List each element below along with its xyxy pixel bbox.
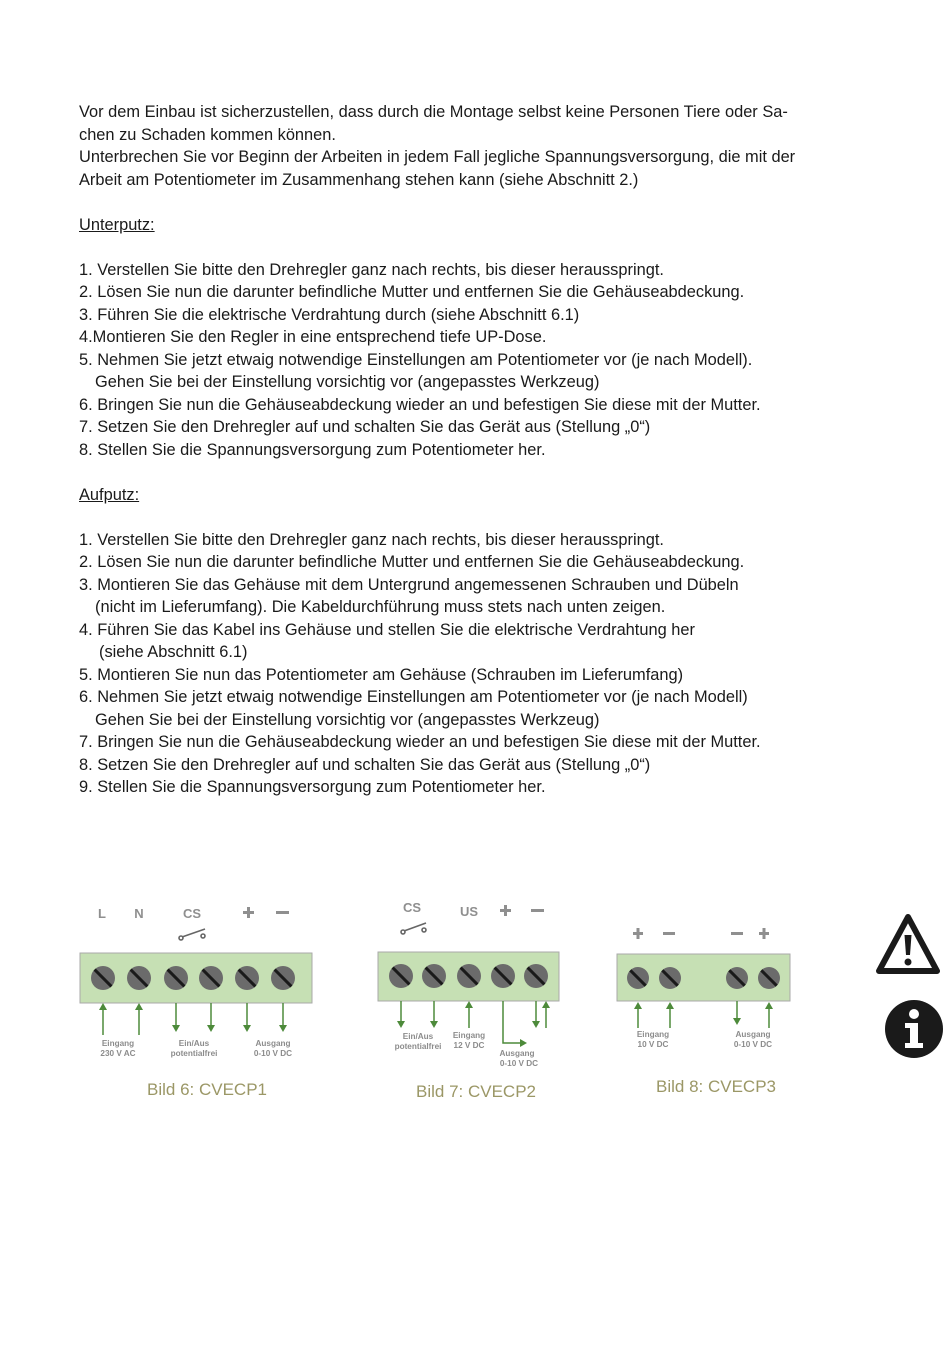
figure-caption: Bild 7: CVECP2 xyxy=(416,1082,536,1101)
intro-line: chen zu Schaden kommen können. xyxy=(79,125,336,144)
svg-text:10 V DC: 10 V DC xyxy=(637,1040,669,1049)
unterputz-step-continued: Gehen Sie bei der Einstellung vorsichtig vor (angepasstes Werkzeug) xyxy=(95,373,600,391)
terminal-label: N xyxy=(134,906,144,921)
figure-caption: Bild 6: CVECP1 xyxy=(147,1080,267,1099)
unterputz-heading: Unterputz: xyxy=(79,215,155,234)
aufputz-step: 7. Bringen Sie nun die Gehäuseabdeckung wieder an und befestigen Sie diese mit der Mutter. xyxy=(79,733,761,751)
wiring-diagram-cvecp3 xyxy=(615,920,795,1055)
svg-text:potentialfrei: potentialfrei xyxy=(170,1049,218,1058)
intro-line: Vor dem Einbau ist sicherzustellen, dass durch die Montage selbst keine Personen Tiere oder Sa- xyxy=(79,103,788,121)
intro-line: Arbeit am Potentiometer im Zusammenhang stehen kann (siehe Abschnitt 2.) xyxy=(79,170,639,189)
info-icon xyxy=(883,998,945,1065)
svg-text:Eingang: Eingang xyxy=(101,1039,135,1048)
aufputz-step: 9. Stellen Sie die Spannungsversorgung zum Potentiometer her. xyxy=(79,778,546,796)
wiring-diagram-cvecp2 xyxy=(376,898,566,1073)
svg-text:Ausgang: Ausgang xyxy=(735,1030,771,1039)
aufputz-step: 4. Führen Sie das Kabel ins Gehäuse und stellen Sie die elektrische Verdrahtung her xyxy=(79,620,695,639)
aufputz-step: 5. Montieren Sie nun das Potentiometer am Gehäuse (Schrauben im Lieferumfang) xyxy=(79,665,684,684)
wiring-diagram-cvecp1 xyxy=(78,900,318,1065)
svg-text:0-10 V DC: 0-10 V DC xyxy=(253,1049,293,1058)
plus-symbol xyxy=(759,928,769,939)
svg-text:potentialfrei: potentialfrei xyxy=(394,1042,442,1051)
aufputz-step-continued: Gehen Sie bei der Einstellung vorsichtig vor (angepasstes Werkzeug) xyxy=(95,710,600,729)
svg-text:0-10 V DC: 0-10 V DC xyxy=(733,1040,773,1049)
unterputz-step: 4.Montieren Sie den Regler in eine entsprechend tiefe UP-Dose. xyxy=(79,328,547,346)
svg-text:Ein/Aus: Ein/Aus xyxy=(178,1039,210,1048)
svg-text:Ein/Aus: Ein/Aus xyxy=(402,1032,434,1041)
minus-symbol xyxy=(731,932,743,935)
aufputz-heading: Aufputz: xyxy=(79,485,140,504)
aufputz-step: 3. Montieren Sie das Gehäuse mit dem Untergrund angemessenen Schrauben und Dübeln xyxy=(79,575,739,594)
aufputz-step-continued: (nicht im Lieferumfang). Die Kabeldurchführung muss stets nach unten zeigen. xyxy=(95,598,666,616)
aufputz-step: 8. Setzen Sie den Drehregler auf und schalten Sie das Gerät aus (Stellung „0“) xyxy=(79,755,651,774)
figure-caption: Bild 8: CVECP3 xyxy=(656,1077,776,1096)
unterputz-step: 5. Nehmen Sie jetzt etwaig notwendige Einstellungen am Potentiometer vor (je nach Modell). xyxy=(79,350,753,369)
terminal-label: US xyxy=(459,904,479,919)
warning-icon xyxy=(876,914,940,981)
svg-text:Ausgang: Ausgang xyxy=(255,1039,291,1048)
plus-symbol xyxy=(243,907,254,918)
minus-symbol xyxy=(276,911,289,914)
svg-text:Eingang: Eingang xyxy=(452,1031,486,1040)
svg-text:12 V DC: 12 V DC xyxy=(453,1041,485,1050)
plus-symbol xyxy=(633,928,643,939)
terminal-label: CS xyxy=(182,906,202,921)
switch-symbol xyxy=(401,923,426,934)
plus-symbol xyxy=(500,905,511,916)
unterputz-step: 7. Setzen Sie den Drehregler auf und schalten Sie das Gerät aus (Stellung „0“) xyxy=(79,418,651,436)
switch-symbol xyxy=(179,929,205,940)
svg-text:Ausgang: Ausgang xyxy=(499,1049,535,1058)
aufputz-step: 2. Lösen Sie nun die darunter befindliche Mutter und entfernen Sie die Gehäuseabdeckung. xyxy=(79,553,745,571)
minus-symbol xyxy=(531,909,544,912)
instructions-text xyxy=(79,101,839,799)
unterputz-step: 6. Bringen Sie nun die Gehäuseabdeckung wieder an und befestigen Sie diese mit der Mutter. xyxy=(79,395,761,414)
unterputz-step: 2. Lösen Sie nun die darunter befindliche Mutter und entfernen Sie die Gehäuseabdeckung. xyxy=(79,283,745,301)
aufputz-step-continued: (siehe Abschnitt 6.1) xyxy=(99,643,248,661)
minus-symbol xyxy=(663,932,675,935)
terminal-label: L xyxy=(98,906,106,921)
unterputz-step: 3. Führen Sie die elektrische Verdrahtung durch (siehe Abschnitt 6.1) xyxy=(79,305,580,324)
unterputz-step: 1. Verstellen Sie bitte den Drehregler ganz nach rechts, bis dieser herausspringt. xyxy=(79,260,664,279)
intro-line: Unterbrechen Sie vor Beginn der Arbeiten in jedem Fall jegliche Spannungsversorgung, die mit der xyxy=(79,148,796,166)
wire-arrows xyxy=(634,1001,773,1028)
wire-arrows xyxy=(99,1003,287,1035)
unterputz-step: 8. Stellen Sie die Spannungsversorgung zum Potentiometer her. xyxy=(79,440,546,459)
terminal-label: CS xyxy=(402,900,422,915)
svg-text:230 V AC: 230 V AC xyxy=(100,1049,136,1058)
aufputz-step: 6. Nehmen Sie jetzt etwaig notwendige Einstellungen am Potentiometer vor (je nach Modell) xyxy=(79,688,748,706)
svg-text:Eingang: Eingang xyxy=(636,1030,670,1039)
aufputz-step: 1. Verstellen Sie bitte den Drehregler ganz nach rechts, bis dieser herausspringt. xyxy=(79,530,664,549)
svg-text:0-10 V DC: 0-10 V DC xyxy=(499,1059,539,1068)
